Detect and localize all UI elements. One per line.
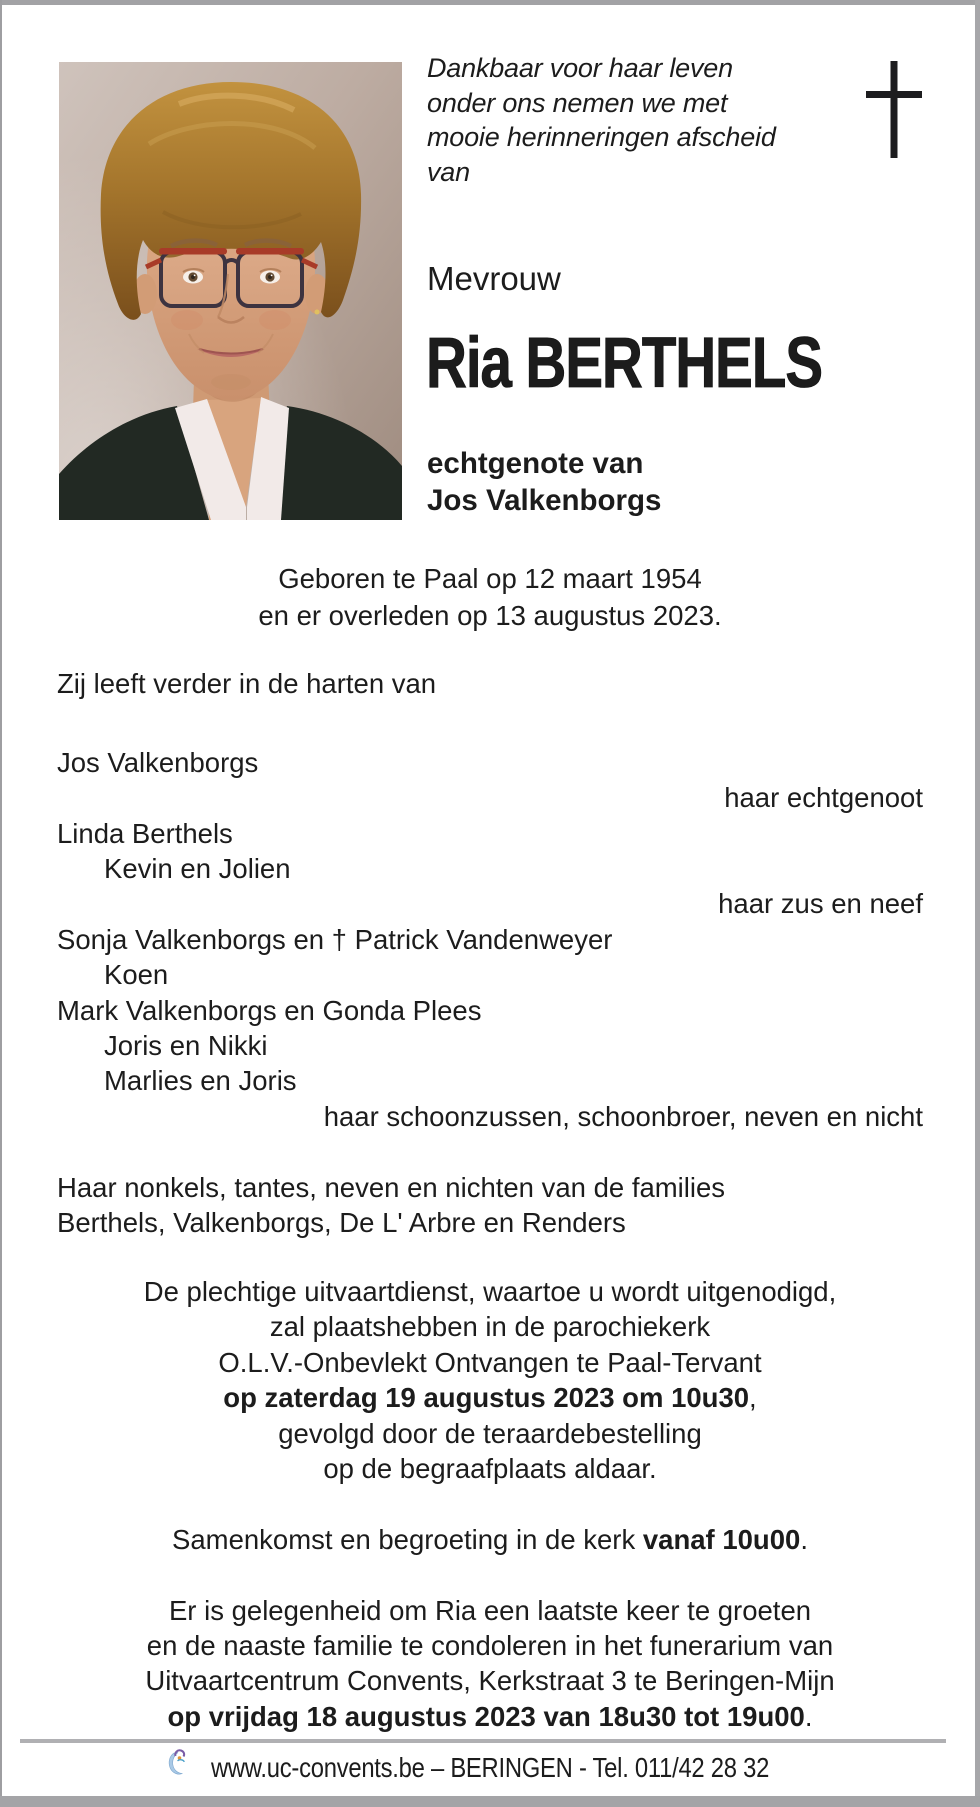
- farewell-line: Er is gelegenheid om Ria een laatste keer te groeten: [168, 1594, 812, 1626]
- memorial-quote: [427, 51, 897, 189]
- farewell-line: en de naaste familie te condoleren in het funerarium van: [146, 1630, 834, 1662]
- footer-contact: www.uc-convents.be – BERINGEN - Tel. 011/42 28 32: [210, 1752, 770, 1783]
- footer-divider: [20, 1739, 946, 1743]
- deceased-name: [426, 324, 921, 403]
- farewell-datetime-suffix: .: [804, 1700, 813, 1732]
- service-line: De plechtige uitvaartdienst, waartoe u wordt uitgenodigd,: [143, 1276, 837, 1307]
- uc-convents-logo-icon: [166, 1748, 189, 1777]
- service-datetime: [0, 1380, 980, 1415]
- family-member: Koen: [104, 959, 169, 991]
- bottom-border: [0, 1796, 980, 1807]
- top-border: [0, 0, 980, 5]
- gathering-suffix: .: [800, 1523, 808, 1555]
- death-line: en er overleden op 13 augustus 2023.: [258, 600, 722, 631]
- portrait-photo: [59, 62, 402, 520]
- spacer: [57, 701, 923, 736]
- salutation: Mevrouw: [427, 260, 561, 297]
- ceremony-section: [0, 1274, 980, 1734]
- families-note: Haar nonkels, tantes, neven en nichten van de families: [57, 1171, 726, 1203]
- service-line: O.L.V.-Onbevlekt Ontvangen te Paal-Tervant: [218, 1346, 762, 1378]
- families-note: Berthels, Valkenborgs, De L' Arbre en Renders: [57, 1207, 626, 1239]
- gathering-line: [0, 1522, 980, 1557]
- birth-line: Geboren te Paal op 12 maart 1954: [278, 563, 702, 594]
- quote-line: onder ons nemen we met: [427, 87, 728, 118]
- spacer: [57, 1134, 923, 1169]
- quote-line: mooie herinneringen afscheid: [427, 122, 776, 152]
- family-relation: haar echtgenoot: [724, 782, 923, 814]
- cross-icon: [866, 61, 922, 158]
- service-line: op de begraafplaats aldaar.: [323, 1453, 657, 1485]
- spouse-of: [427, 445, 661, 519]
- family-relation: haar schoonzussen, schoonbroer, neven en nicht: [323, 1100, 923, 1132]
- quote-line: Dankbaar voor haar leven: [427, 53, 733, 83]
- farewell-datetime: [0, 1699, 980, 1734]
- family-relation: haar zus en neef: [718, 888, 923, 920]
- quote-line: van: [427, 156, 470, 187]
- family-section: [57, 666, 923, 1240]
- family-member: Sonja Valkenborgs en † Patrick Vandenweyer: [57, 923, 613, 955]
- deceased-name-text: Ria BERTHELS: [426, 324, 822, 403]
- gathering-time-bold: vanaf 10u00: [642, 1523, 801, 1555]
- farewell-line: Uitvaartcentrum Convents, Kerkstraat 3 te Beringen-Mijn: [145, 1665, 835, 1697]
- service-line: zal plaatshebben in de parochiekerk: [269, 1311, 711, 1343]
- gathering-prefix: Samenkomst en begroeting in de kerk: [172, 1523, 643, 1555]
- family-member: Marlies en Joris: [104, 1065, 297, 1097]
- family-intro: Zij leeft verder in de harten van: [57, 668, 437, 699]
- family-member: Kevin en Jolien: [104, 853, 291, 885]
- family-member: Linda Berthels: [57, 817, 233, 849]
- family-member: Jos Valkenborgs: [57, 746, 259, 778]
- spacer: [0, 1557, 980, 1592]
- spouse-name: Jos Valkenborgs: [427, 484, 662, 517]
- farewell-datetime-bold: op vrijdag 18 augustus 2023 van 18u30 tot 19u00: [167, 1700, 805, 1732]
- spouse-title: echtgenote van: [427, 447, 644, 480]
- family-member: Joris en Nikki: [104, 1030, 268, 1062]
- service-line: gevolgd door de teraardebestelling: [278, 1417, 702, 1449]
- service-datetime-bold: op zaterdag 19 augustus 2023 om 10u30: [223, 1382, 750, 1414]
- birth-death: [0, 560, 980, 634]
- service-datetime-suffix: ,: [749, 1382, 757, 1414]
- spacer: [0, 1486, 980, 1521]
- family-member: Mark Valkenborgs en Gonda Plees: [57, 994, 482, 1026]
